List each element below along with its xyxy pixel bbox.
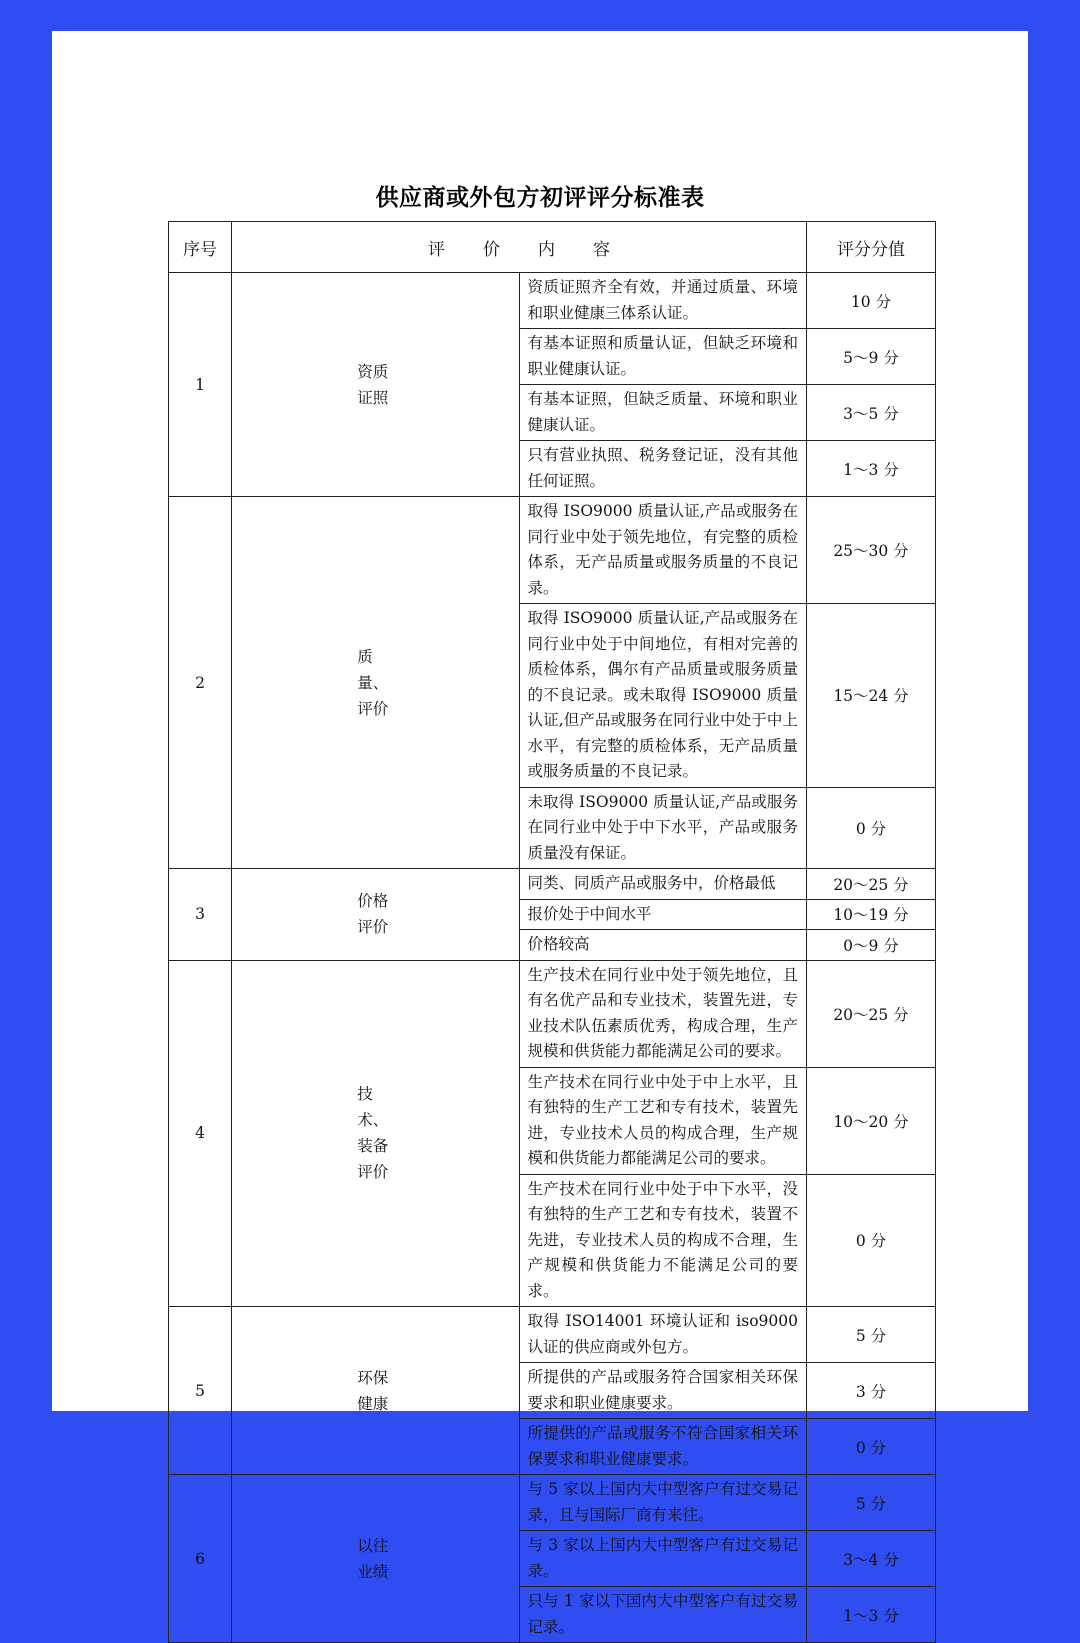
group-number: 6 bbox=[169, 1475, 232, 1643]
criterion-score: 25～30 分 bbox=[807, 497, 936, 604]
group-category bbox=[232, 1307, 520, 1475]
criterion-score: 1～3 分 bbox=[807, 1587, 936, 1643]
watermark bbox=[974, 1383, 1014, 1403]
document-page bbox=[52, 31, 1028, 1636]
group-number: 3 bbox=[169, 869, 232, 961]
criterion-text: 生产技术在同行业中处于中下水平，没有独特的生产工艺和专有技术，装置不先进，专业技术人员的构成不合理，生产规模和供货能力不能满足公司的要求。 bbox=[519, 1174, 807, 1307]
evaluation-table bbox=[168, 221, 936, 1643]
group-category bbox=[232, 869, 520, 961]
table-header-row bbox=[169, 222, 936, 273]
criterion-text: 有基本证照，但缺乏质量、环境和职业健康认证。 bbox=[519, 385, 807, 441]
group-category bbox=[232, 273, 520, 497]
criterion-score: 0～9 分 bbox=[807, 930, 936, 961]
criterion-score: 0 分 bbox=[807, 1419, 936, 1475]
criterion-score: 0 分 bbox=[807, 1174, 936, 1307]
criterion-score: 1～3 分 bbox=[807, 441, 936, 497]
criterion-text: 报价处于中间水平 bbox=[519, 899, 807, 930]
criterion-text: 只有营业执照、税务登记证，没有其他任何证照。 bbox=[519, 441, 807, 497]
criterion-text: 只与 1 家以下国内大中型客户有过交易记录。 bbox=[519, 1587, 807, 1643]
group-category bbox=[232, 497, 520, 869]
group-category bbox=[232, 960, 520, 1307]
table-row bbox=[169, 497, 936, 604]
criterion-text: 取得 ISO14001 环境认证和 iso9000 认证的供应商或外包方。 bbox=[519, 1307, 807, 1363]
criterion-text: 取得 ISO9000 质量认证,产品或服务在同行业中处于中间地位，有相对完善的质检体系，偶尔有产品质量或服务质量的不良记录。或未取得 ISO9000 质量认证,但产品或服务在同行业中处于中上水平，有完整的质检体系，无产品质量或服务质量的不良记录。 bbox=[519, 604, 807, 788]
criterion-text: 所提供的产品或服务符合国家相关环保要求和职业健康要求。 bbox=[519, 1363, 807, 1419]
table-row bbox=[169, 273, 936, 329]
group-number: 4 bbox=[169, 960, 232, 1307]
criterion-score: 3～5 分 bbox=[807, 385, 936, 441]
criterion-score: 10～20 分 bbox=[807, 1067, 936, 1174]
criterion-text: 生产技术在同行业中处于领先地位，且有名优产品和专业技术，装置先进，专业技术队伍素质优秀，构成合理，生产规模和供货能力都能满足公司的要求。 bbox=[519, 960, 807, 1067]
group-number: 2 bbox=[169, 497, 232, 869]
header-score: 评分分值 bbox=[807, 222, 936, 273]
table-body bbox=[169, 273, 936, 1643]
criterion-score: 3～4 分 bbox=[807, 1531, 936, 1587]
criterion-score: 3 分 bbox=[807, 1363, 936, 1419]
criterion-text: 所提供的产品或服务不符合国家相关环保要求和职业健康要求。 bbox=[519, 1419, 807, 1475]
criterion-text: 与 5 家以上国内大中型客户有过交易记录，且与国际厂商有来往。 bbox=[519, 1475, 807, 1531]
group-category-label: 价格评价 bbox=[357, 892, 389, 937]
page-title: 供应商或外包方初评评分标准表 bbox=[375, 185, 705, 211]
criterion-text: 同类、同质产品或服务中，价格最低 bbox=[519, 869, 807, 900]
group-number: 5 bbox=[169, 1307, 232, 1475]
criterion-text: 有基本证照和质量认证，但缺乏环境和职业健康认证。 bbox=[519, 329, 807, 385]
criterion-score: 10～19 分 bbox=[807, 899, 936, 930]
criterion-score: 20～25 分 bbox=[807, 960, 936, 1067]
criterion-text: 取得 ISO9000 质量认证,产品或服务在同行业中处于领先地位，有完整的质检体系，无产品质量或服务质量的不良记录。 bbox=[519, 497, 807, 604]
table-row bbox=[169, 869, 936, 900]
criterion-score: 5 分 bbox=[807, 1475, 936, 1531]
criterion-score: 5～9 分 bbox=[807, 329, 936, 385]
criterion-text: 与 3 家以上国内大中型客户有过交易记录。 bbox=[519, 1531, 807, 1587]
criterion-score: 20～25 分 bbox=[807, 869, 936, 900]
header-content: 评价内容 bbox=[232, 222, 807, 273]
criterion-text: 资质证照齐全有效，并通过质量、环境和职业健康三体系认证。 bbox=[519, 273, 807, 329]
group-category-label: 资质证照 bbox=[357, 362, 389, 407]
criterion-score: 10 分 bbox=[807, 273, 936, 329]
table-row bbox=[169, 960, 936, 1067]
criterion-score: 15～24 分 bbox=[807, 604, 936, 788]
table-row bbox=[169, 1307, 936, 1363]
criterion-score: 0 分 bbox=[807, 787, 936, 869]
group-category-label: 以往业绩 bbox=[357, 1536, 389, 1581]
group-category-label: 质量、评价 bbox=[357, 647, 389, 718]
criterion-score: 5 分 bbox=[807, 1307, 936, 1363]
group-category bbox=[232, 1475, 520, 1643]
group-category-label: 环保健康 bbox=[357, 1368, 389, 1413]
criterion-text: 生产技术在同行业中处于中上水平，且有独特的生产工艺和专有技术，装置先进，专业技术人员的构成合理，生产规模和供货能力都能满足公司的要求。 bbox=[519, 1067, 807, 1174]
criterion-text: 价格较高 bbox=[519, 930, 807, 961]
group-number: 1 bbox=[169, 273, 232, 497]
header-no: 序号 bbox=[169, 222, 232, 273]
group-category-label: 技术、装备评价 bbox=[357, 1085, 389, 1182]
criterion-text: 未取得 ISO9000 质量认证,产品或服务在同行业中处于中下水平，产品或服务质量没有保证。 bbox=[519, 787, 807, 869]
table-row bbox=[169, 1475, 936, 1531]
